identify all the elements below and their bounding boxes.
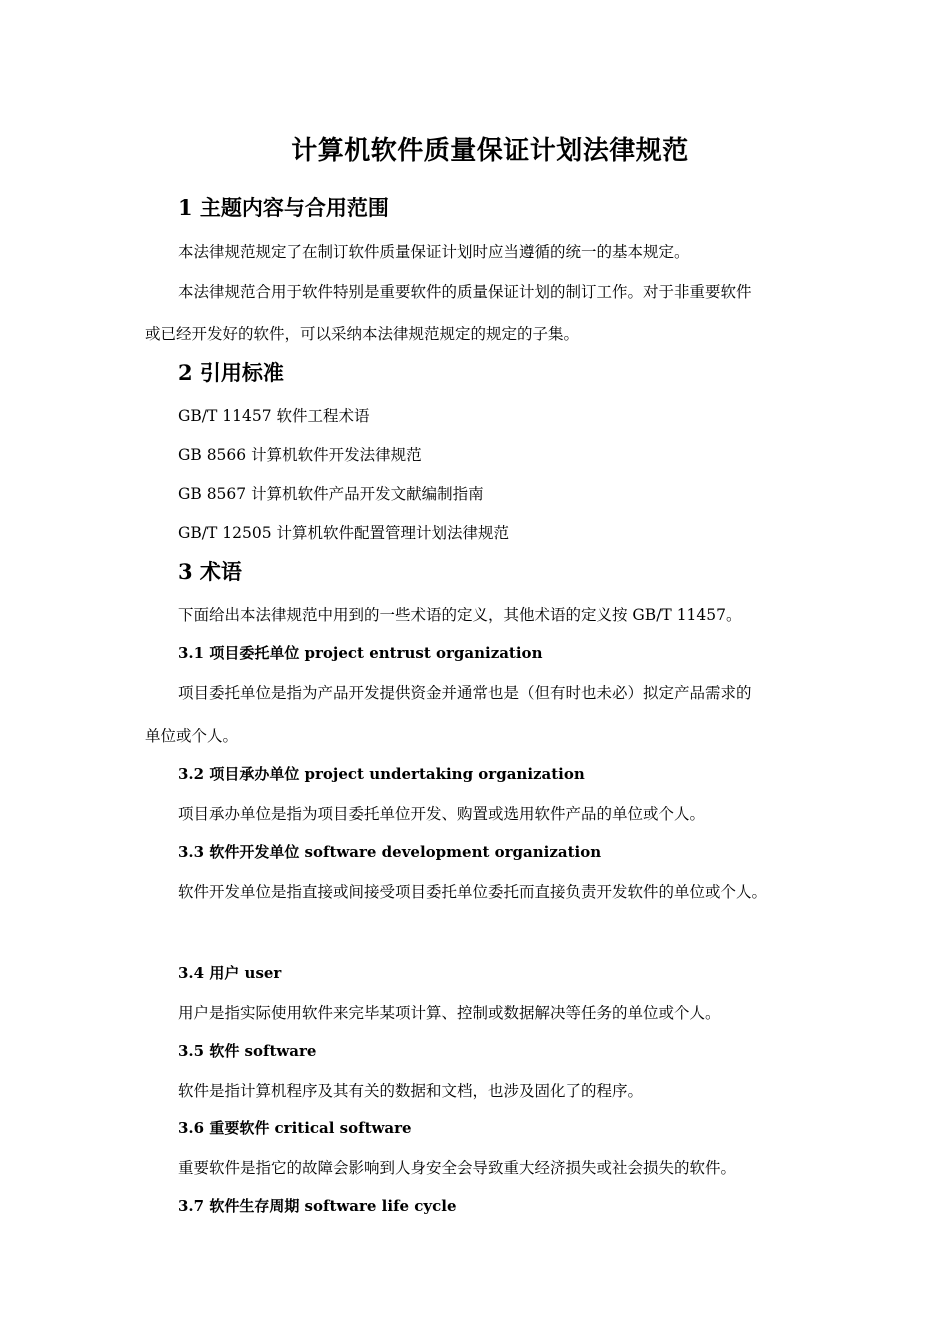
reference-item: GB/T 11457 软件工程术语 xyxy=(178,407,370,425)
section-2-heading: 2 引用标准 xyxy=(178,360,284,385)
term-3-3-heading: 3.3 软件开发单位 software development organization xyxy=(178,843,602,861)
document-title: 计算机软件质量保证计划法律规范 xyxy=(291,136,689,166)
term-3-4-definition: 用户是指实际使用软件来完毕某项计算、控制或数据解决等任务的单位或个人。 xyxy=(178,1004,721,1022)
section-3-heading: 3 术语 xyxy=(178,559,242,584)
term-3-3-definition: 软件开发单位是指直接或间接受项目委托单位委托而直接负责开发软件的单位或个人。 xyxy=(178,883,768,901)
reference-item: GB 8566 计算机软件开发法律规范 xyxy=(178,446,422,464)
term-3-1-definition: 项目委托单位是指为产品开发提供资金并通常也是（但有时也未必）拟定产品需求的 xyxy=(178,684,752,702)
section-1-paragraph-1: 本法律规范规定了在制订软件质量保证计划时应当遵循的统一的基本规定。 xyxy=(178,243,690,261)
term-3-6-heading: 3.6 重要软件 critical software xyxy=(178,1119,412,1137)
term-3-7-heading: 3.7 软件生存周期 software life cycle xyxy=(178,1197,457,1215)
section-1-paragraph-2-cont: 或已经开发好的软件，可以采纳本法律规范规定的规定的子集。 xyxy=(145,325,580,343)
term-3-6-definition: 重要软件是指它的故障会影响到人身安全会导致重大经济损失或社会损失的软件。 xyxy=(178,1159,737,1177)
term-3-4-heading: 3.4 用户 user xyxy=(178,964,282,982)
term-3-2-heading: 3.2 项目承办单位 project undertaking organization xyxy=(178,765,585,783)
term-3-5-heading: 3.5 软件 software xyxy=(178,1042,317,1060)
term-3-5-definition: 软件是指计算机程序及其有关的数据和文档，也涉及固化了的程序。 xyxy=(178,1082,644,1100)
section-1-paragraph-2: 本法律规范合用于软件特别是重要软件的质量保证计划的制订工作。对于非重要软件 xyxy=(178,283,752,301)
term-3-1-definition-cont: 单位或个人。 xyxy=(145,727,239,745)
reference-item: GB 8567 计算机软件产品开发文献编制指南 xyxy=(178,485,484,503)
reference-item: GB/T 12505 计算机软件配置管理计划法律规范 xyxy=(178,524,509,542)
term-3-1-heading: 3.1 项目委托单位 project entrust organization xyxy=(178,644,543,662)
term-3-2-definition: 项目承办单位是指为项目委托单位开发、购置或选用软件产品的单位或个人。 xyxy=(178,805,706,823)
section-1-heading: 1 主题内容与合用范围 xyxy=(178,195,389,220)
section-3-intro: 下面给出本法律规范中用到的一些术语的定义，其他术语的定义按 GB/T 11457。 xyxy=(178,606,742,624)
